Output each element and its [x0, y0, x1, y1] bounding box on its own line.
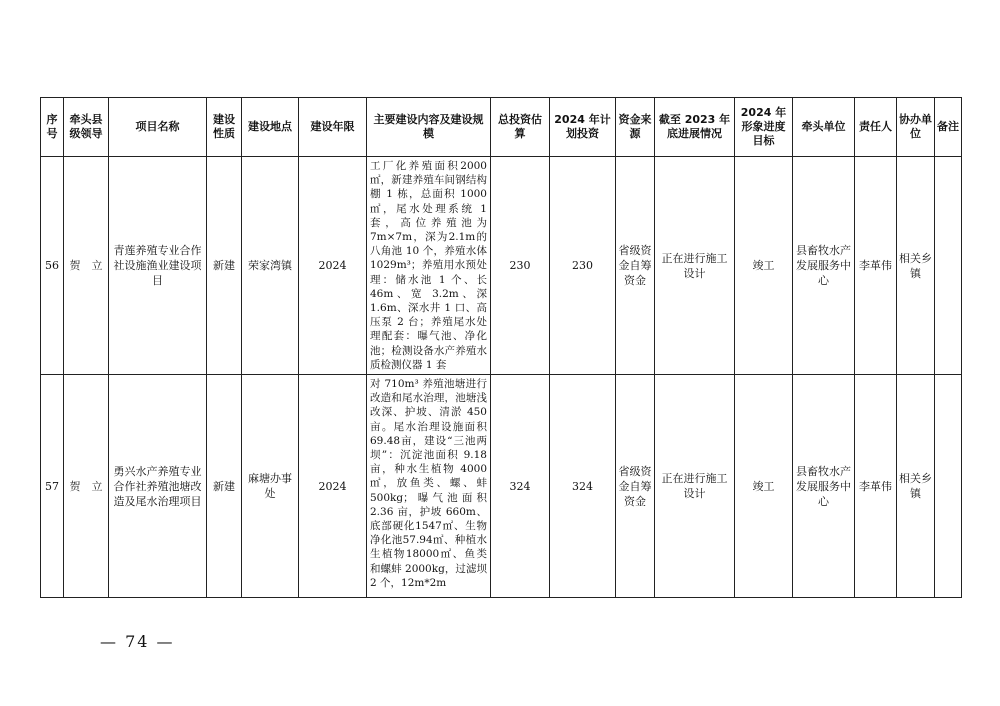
table-row: [41, 375, 962, 598]
header-nature: 建设性质: [207, 98, 242, 157]
header-leader: 牵头县级领导: [64, 98, 109, 157]
header-lead-unit: 牵头单位: [793, 98, 855, 157]
header-progress: 截至 2023 年底进展情况: [655, 98, 735, 157]
cell-leader: 贺 立: [64, 157, 109, 375]
table-row: [41, 157, 962, 375]
cell-location: 麻塘办事处: [242, 375, 299, 598]
cell-seq: 56: [41, 157, 64, 375]
cell-nature: 新建: [207, 375, 242, 598]
header-remark: 备注: [935, 98, 962, 157]
cell-remark: [935, 157, 962, 375]
table-header-row: [41, 98, 962, 157]
page-number: — 74 —: [100, 632, 175, 651]
header-content: 主要建设内容及建设规模: [367, 98, 491, 157]
cell-fund-source: 省级资金自筹资金: [616, 375, 655, 598]
cell-content: 对 710m³ 养殖池塘进行改造和尾水治理，池塘浅改深、护坡、清淤 450 亩。尾水治理设施面积69.48亩，建设“三池两坝”：沉淀池面积 9.18 亩，种水生植物 4000㎡，放鱼类、螺、蚌500kg；曝气池面积 2.36 亩，护坡 660m、底部硬化1547㎡、生物净化池57.94㎡、种植水生植物18000㎡、鱼类和螺蚌 2000kg，过滤坝 2 个，12m*2m: [367, 375, 491, 598]
cell-progress: 正在进行施工设计: [655, 375, 735, 598]
cell-target: 竣工: [735, 375, 793, 598]
header-target: 2024 年形象进度目标: [735, 98, 793, 157]
cell-year: 2024: [299, 375, 367, 598]
project-table: [40, 97, 962, 598]
header-assist-unit: 协办单位: [897, 98, 935, 157]
cell-lead-unit: 县畜牧水产发展服务中心: [793, 375, 855, 598]
header-fund-source: 资金来源: [616, 98, 655, 157]
header-responsible: 责任人: [855, 98, 897, 157]
cell-remark: [935, 375, 962, 598]
header-name: 项目名称: [109, 98, 207, 157]
cell-fund-source: 省级资金自筹资金: [616, 157, 655, 375]
header-plan-invest: 2024 年计划投资: [550, 98, 616, 157]
cell-seq: 57: [41, 375, 64, 598]
header-total-invest: 总投资估算: [491, 98, 550, 157]
cell-nature: 新建: [207, 157, 242, 375]
cell-plan-invest: 230: [550, 157, 616, 375]
header-location: 建设地点: [242, 98, 299, 157]
cell-responsible: 李革伟: [855, 157, 897, 375]
header-year: 建设年限: [299, 98, 367, 157]
cell-year: 2024: [299, 157, 367, 375]
cell-plan-invest: 324: [550, 375, 616, 598]
cell-name: 勇兴水产养殖专业合作社养殖池塘改造及尾水治理项目: [109, 375, 207, 598]
cell-progress: 正在进行施工设计: [655, 157, 735, 375]
cell-lead-unit: 县畜牧水产发展服务中心: [793, 157, 855, 375]
cell-total-invest: 230: [491, 157, 550, 375]
cell-assist-unit: 相关乡镇: [897, 157, 935, 375]
cell-total-invest: 324: [491, 375, 550, 598]
cell-assist-unit: 相关乡镇: [897, 375, 935, 598]
header-seq: 序号: [41, 98, 64, 157]
cell-target: 竣工: [735, 157, 793, 375]
cell-leader: 贺 立: [64, 375, 109, 598]
cell-responsible: 李革伟: [855, 375, 897, 598]
cell-content: 工厂化养殖面积2000㎡，新建养殖车间钢结构棚 1 栋，总面积 1000㎡，尾水处理系统 1 套，高位养殖池为 7m×7m，深为2.1m的八角池 10 个，养殖水体 1029m³；养殖用水预处理：储水池 1 个、长 46m、宽 3.2m、深 1.6m、深水井 1 口、高压泵 2 台；养殖尾水处理配套：曝气池、净化池；检测设备水产养殖水质检测仪器 1 套: [367, 157, 491, 375]
cell-location: 荣家湾镇: [242, 157, 299, 375]
cell-name: 青莲养殖专业合作社设施渔业建设项目: [109, 157, 207, 375]
